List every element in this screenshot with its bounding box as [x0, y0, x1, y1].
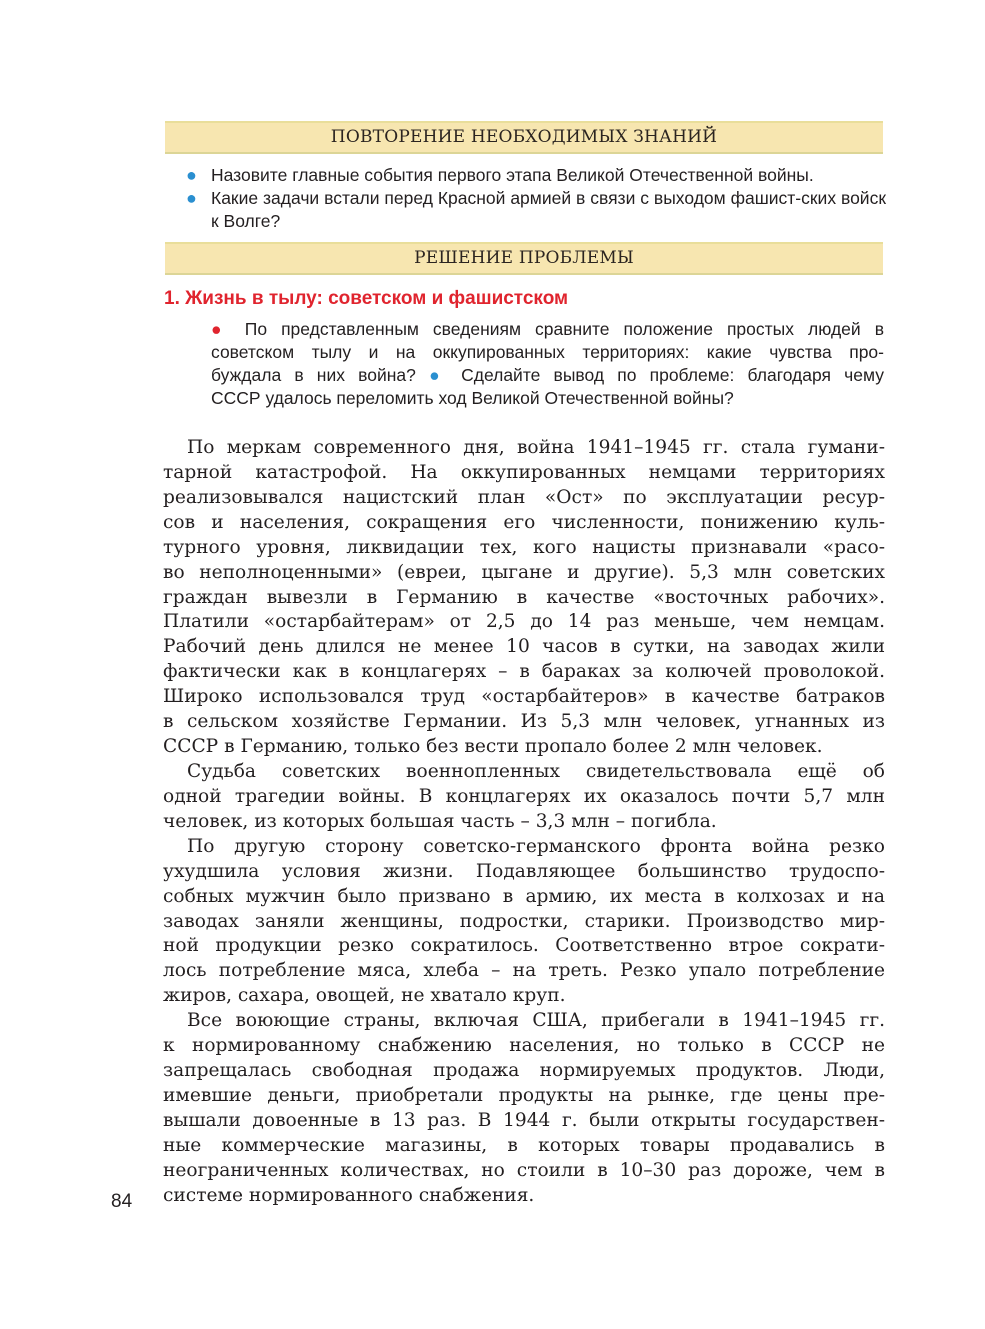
text-line: турного уровня, ликвидации тех, кого нацисты признавали «расо-	[163, 536, 885, 558]
text-line: человек, из которых большая часть – 3,3 млн – погибла.	[163, 810, 717, 832]
bullet-icon: ●	[186, 165, 197, 185]
text-line: ной продукции резко сократилось. Соответственно втрое сократи-	[163, 935, 885, 957]
text-line: граждан вывезли в Германию в качестве «восточных рабочих».	[163, 586, 885, 608]
text-line: собных мужчин было призвано в армию, их места в колхозах и на	[163, 885, 885, 907]
text-line: в сельском хозяйстве Германии. Из 5,3 млн человек, угнанных из	[163, 711, 885, 733]
text-line: ухудшила условия жизни. Подавляющее большинство трудоспо-	[163, 860, 885, 882]
text-line: Рабочий день длился не менее 10 часов в сутки, на заводах жили	[163, 636, 885, 658]
review-section-header: ПОВТОРЕНИЕ НЕОБХОДИМЫХ ЗНАНИЙ	[165, 121, 883, 154]
text-line: Все воюющие страны, включая США, прибегали в 1941–1945 гг.	[187, 1010, 885, 1032]
text-line: фактически как в концлагерях – в бараках за колючей проволокой.	[163, 661, 885, 683]
text-line: тарной катастрофой. На оккупированных немцами территориях	[163, 461, 885, 483]
text-line: По меркам современного дня, война 1941–1945 гг. стала гумани-	[187, 437, 885, 458]
paragraph	[163, 835, 885, 1009]
text-line: одной трагедии войны. В концлагерях их оказалось почти 5,7 млн	[163, 785, 885, 807]
text-line: Широко использовался труд «остарбайтеров» в качестве батраков	[163, 686, 885, 708]
text-line: вышали довоенные в 13 раз. В 1944 г. были открыты государствен-	[163, 1109, 885, 1131]
problem-section-header: РЕШЕНИЕ ПРОБЛЕМЫ	[165, 242, 883, 275]
review-question: ● Назовите главные события первого этапа Великой Отечественной войны.	[186, 165, 814, 185]
section-heading: 1. Жизнь в тылу: советском и фашистском	[164, 288, 569, 309]
text-line: ные коммерческие магазины, в которых товары продавались в	[163, 1134, 885, 1156]
text-line: СССР в Германию, только без вести пропало более 2 млн человек.	[163, 736, 823, 758]
text-line: Судьба советских военнопленных свидетельствовала ещё об	[187, 760, 885, 782]
text-line: неограниченных количествах, но стоили в 10–30 раз дороже, чем в	[163, 1159, 885, 1181]
paragraph	[163, 436, 885, 760]
text-line: запрещалась свободная продажа нормируемых продуктов. Люди,	[163, 1060, 885, 1082]
review-question: ● Какие задачи встали перед Красной армией в связи с выходом фашист-ских войск к Волге?	[186, 188, 886, 231]
task-block: ● По представленным сведениям сравните положение простых людей в советском тылу и на оккупированных территориях: какие чувства про- буждала в них война? ● Сделайте вывод по проблеме: благодаря чему СССР удалось переломить ход Великой Отечественной войны?	[211, 319, 884, 408]
text-line: сов и населения, сокращения его численности, понижению куль-	[163, 511, 885, 533]
text-line: во неполноценными» (евреи, цыгане и другие). 5,3 млн советских	[163, 561, 885, 583]
text-line: к нормированному снабжению населения, но только в СССР не	[163, 1035, 885, 1057]
text-line: заводах заняли женщины, подростки, старики. Производство мир-	[163, 910, 885, 932]
bullet-icon: ●	[429, 365, 448, 385]
text-line: По другую сторону советско-германского фронта война резко	[187, 835, 885, 857]
bullet-icon: ●	[186, 188, 197, 208]
text-line: Платили «остарбайтерам» от 2,5 до 14 раз меньше, чем немцам.	[163, 611, 885, 633]
main-text	[163, 436, 885, 1209]
bullet-icon: ●	[211, 319, 231, 339]
text-line: реализовывался нацистский план «Ост» по эксплуатации ресур-	[163, 486, 885, 508]
paragraph	[163, 760, 885, 835]
text-line: имевшие деньги, приобретали продукты на рынке, где цены пре-	[163, 1084, 885, 1106]
text-line: лось потребление мяса, хлеба – на треть. Резко упало потребление	[163, 960, 885, 982]
text-line: жиров, сахара, овощей, не хватало круп.	[163, 985, 566, 1007]
page-number: 84	[111, 1191, 133, 1212]
text-line: системе нормированного снабжения.	[163, 1184, 535, 1206]
paragraph	[163, 1009, 885, 1208]
